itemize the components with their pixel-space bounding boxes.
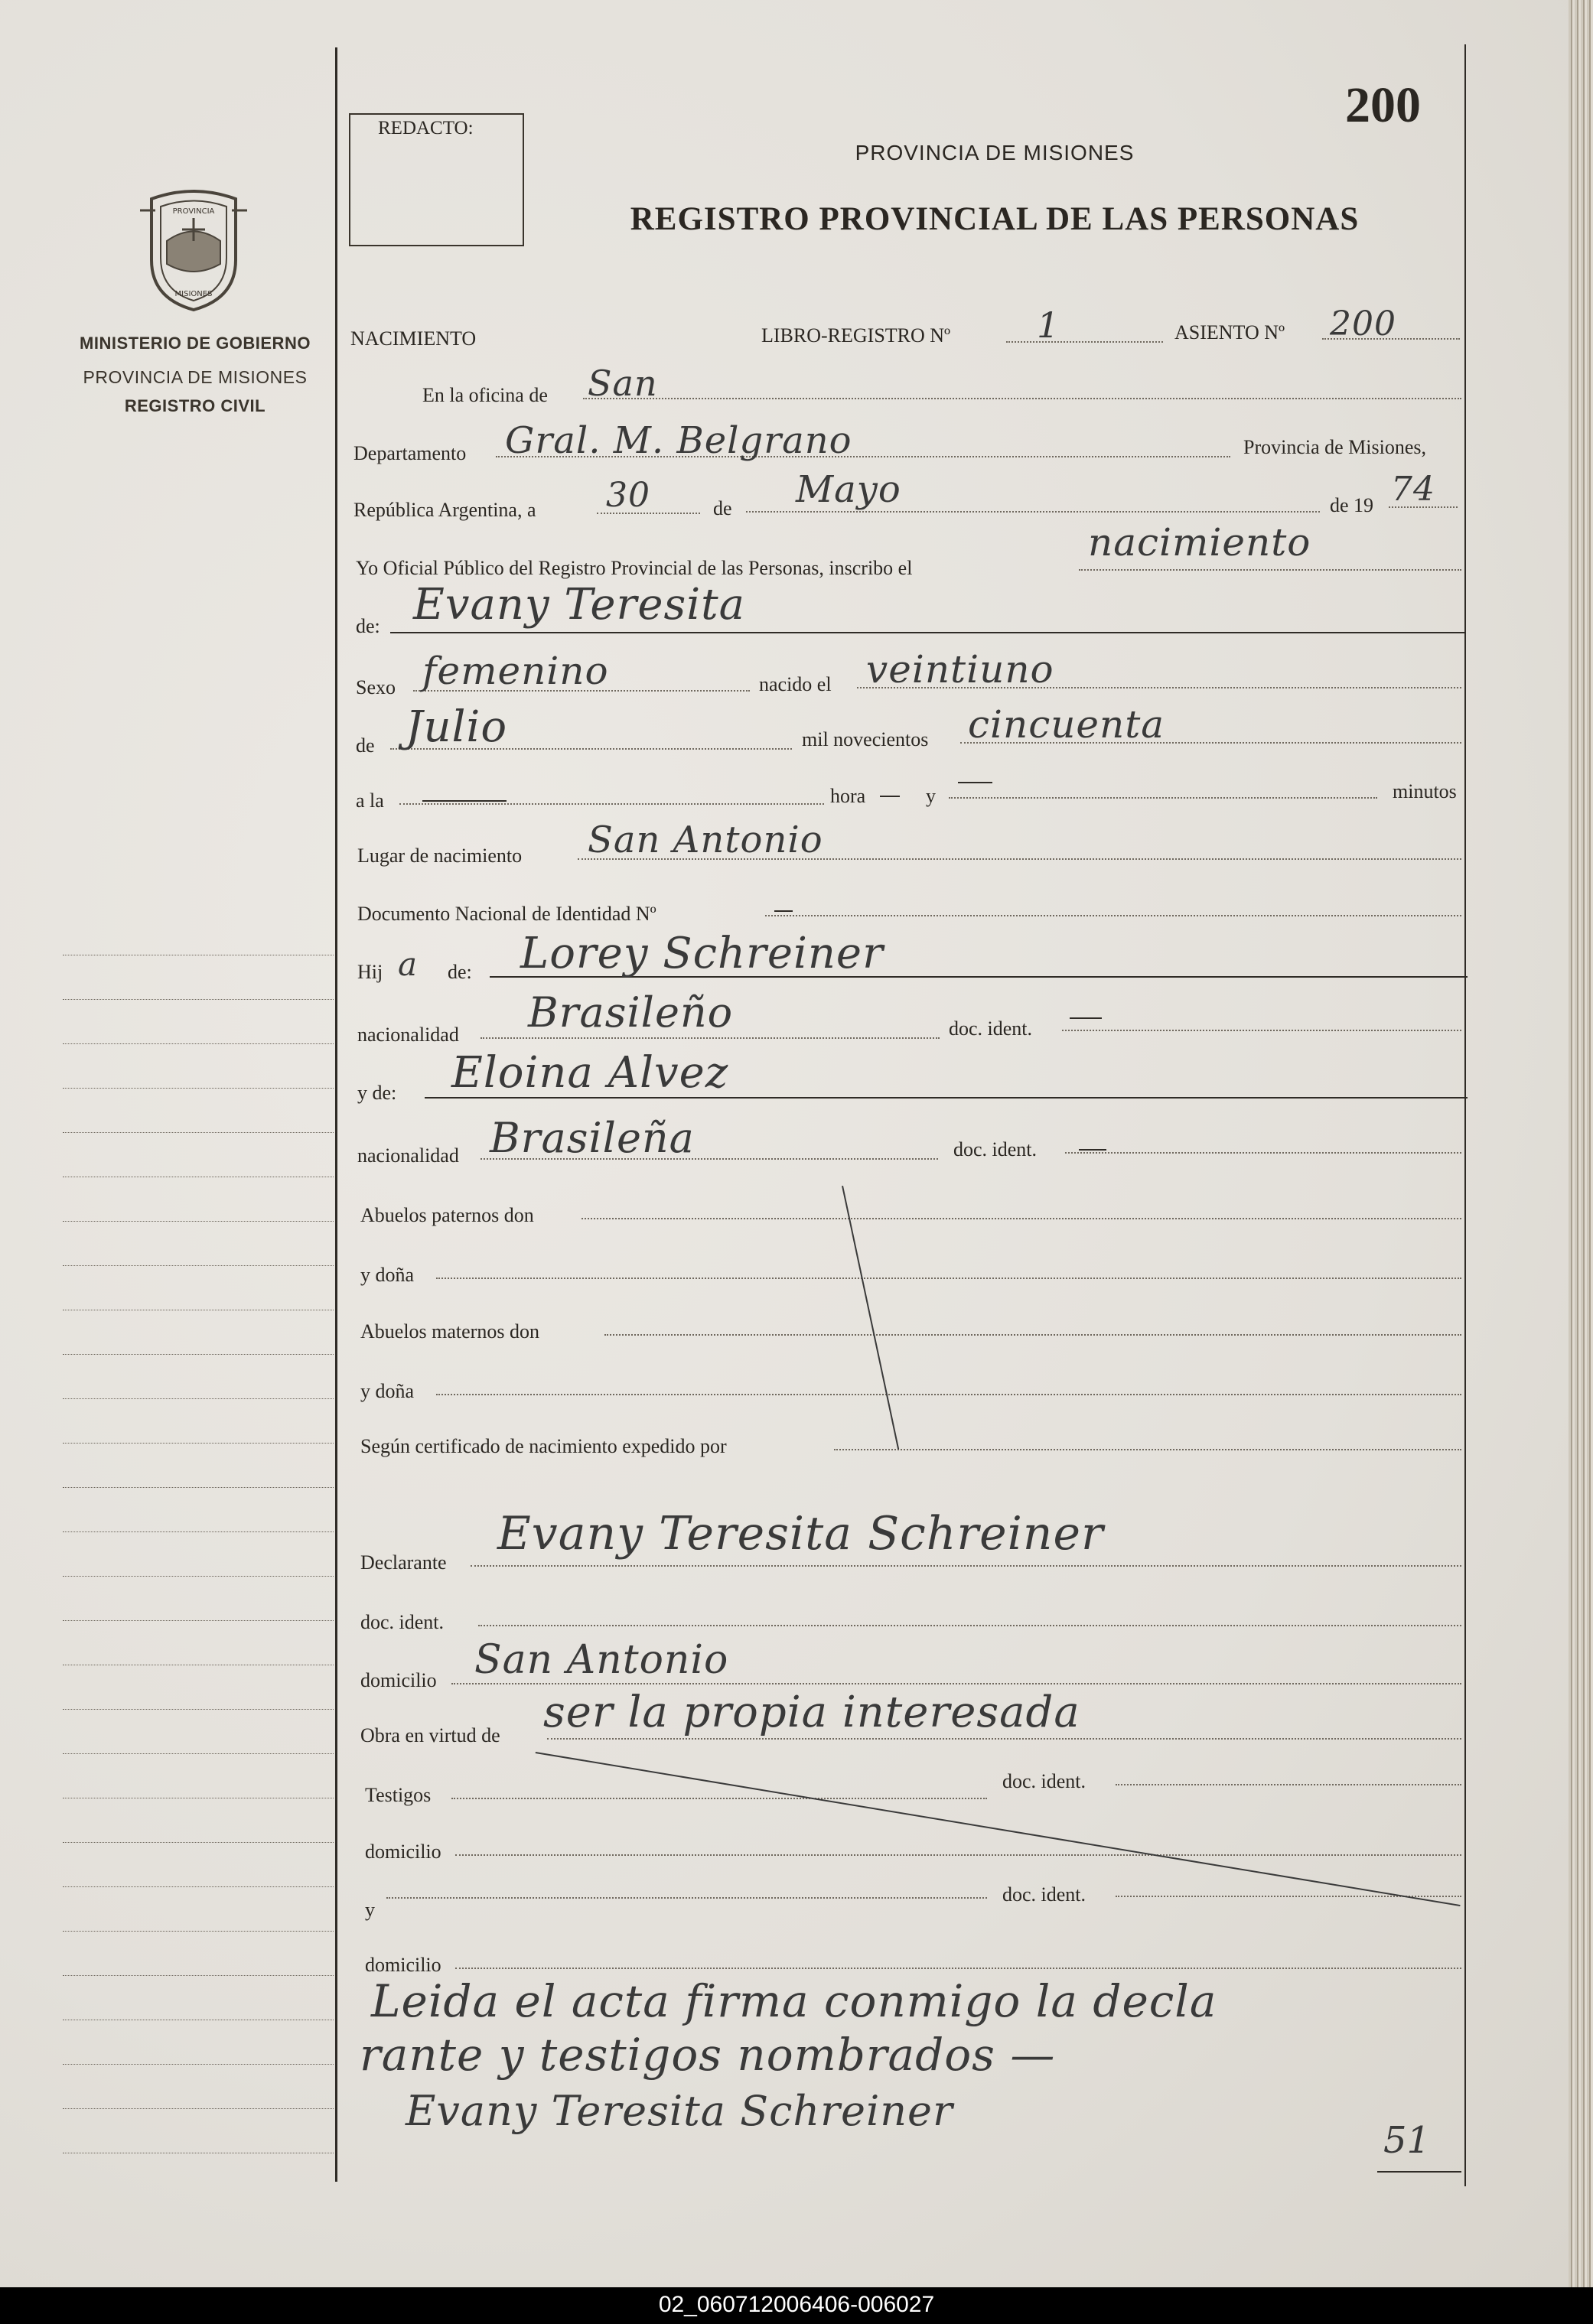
de19-label: de 19: [1330, 494, 1374, 516]
domicilio-line: [451, 1683, 1461, 1684]
libro-line: [1006, 341, 1163, 343]
left-margin-rule: [335, 47, 337, 2182]
abuelos-maternos-label: Abuelos maternos don: [360, 1320, 539, 1343]
abuela-paterna-label: y doña: [360, 1264, 415, 1286]
documento-line: [765, 915, 1461, 916]
sexo-value: femenino: [422, 649, 609, 693]
sidebar-ruled-line: [63, 2064, 334, 2065]
doc-ident-madre-label: doc. ident.: [953, 1138, 1038, 1160]
testigos-cancel-stroke: [536, 1752, 1461, 1906]
abuelos-paternos-label: Abuelos paternos don: [360, 1204, 534, 1226]
testigo1-doc-line: [1116, 1784, 1461, 1785]
mes-nac-label: de: [356, 734, 375, 757]
nacido-dia-value: veintiuno: [866, 647, 1054, 692]
obra-label: Obra en virtud de: [360, 1724, 500, 1746]
testigo1-domicilio-line: [455, 1854, 1461, 1856]
province-label: PROVINCIA DE MISIONES: [83, 367, 308, 387]
minutos-label: minutos: [1393, 780, 1457, 802]
sidebar-ruled-line: [63, 1531, 334, 1532]
documento-label: Documento Nacional de Identidad Nº: [357, 903, 656, 925]
act-type-label: NACIMIENTO: [350, 327, 477, 350]
oficina-label: En la oficina de: [422, 384, 548, 406]
documento-dash: [774, 910, 793, 912]
sidebar-ruled-line: [63, 999, 334, 1000]
inscribo-value: nacimiento: [1088, 520, 1311, 565]
declarante-value: Evany Teresita Schreiner: [497, 1507, 1104, 1561]
testigo2-label: y: [365, 1899, 375, 1921]
departamento-label: Departamento: [353, 442, 467, 464]
asiento-label: ASIENTO Nº: [1174, 321, 1285, 343]
a-la-line: [399, 803, 824, 805]
oficina-value: San: [588, 363, 658, 404]
abuelos-cancel-stroke: [842, 1186, 899, 1450]
nacionalidad-madre-label: nacionalidad: [357, 1144, 459, 1167]
redacto-box: [349, 113, 524, 246]
page-number: 200: [1345, 77, 1421, 133]
nacido-label: nacido el: [759, 673, 832, 695]
lugar-value: San Antonio: [588, 819, 823, 861]
doc-ident-padre-line: [1062, 1030, 1461, 1031]
sidebar-ruled-line: [63, 1620, 334, 1621]
a-la-label: a la: [356, 789, 384, 812]
sidebar-ruled-line: [63, 1265, 334, 1266]
registry-label: REGISTRO CIVIL: [124, 396, 266, 415]
official-mark-line: [1377, 2171, 1461, 2173]
mil-label: mil novecientos: [802, 728, 929, 750]
provincia-label: Provincia de Misiones,: [1243, 436, 1427, 458]
nacionalidad-padre-label: nacionalidad: [357, 1024, 459, 1046]
doc-ident-madre-dash: [1079, 1149, 1106, 1151]
nacionalidad-padre-line: [481, 1037, 940, 1039]
anio-value: 74: [1391, 470, 1435, 509]
asiento-value: 200: [1330, 304, 1396, 343]
segun-label: Según certificado de nacimiento expedido por: [360, 1435, 727, 1457]
sidebar-ruled-line: [63, 1975, 334, 1976]
sidebar-ruled-line: [63, 1132, 334, 1133]
nacido-anio-value: cincuenta: [968, 702, 1165, 747]
sidebar-ruled-line: [63, 1487, 334, 1488]
testigo2-line: [386, 1897, 987, 1899]
declarante-line: [471, 1565, 1461, 1567]
mes-value: Mayo: [796, 468, 901, 511]
sidebar-ruled-line: [63, 1931, 334, 1932]
sidebar-ruled-line: [63, 1842, 334, 1843]
minutos-dash: [958, 782, 992, 783]
nacido-mes-value: Julio: [406, 702, 508, 752]
madre-label: y de:: [357, 1082, 397, 1104]
sidebar-ruled-line: [63, 1886, 334, 1887]
oficina-line: [583, 398, 1461, 399]
inscribo-line: [1079, 569, 1461, 571]
departamento-value: Gral. M. Belgrano: [505, 419, 852, 462]
segun-line: [834, 1449, 1461, 1450]
closing-note-line2: rante y testigos nombrados —: [360, 2029, 1056, 2081]
testigos-label: Testigos: [365, 1784, 432, 1806]
testigo2-domicilio-label: domicilio: [365, 1954, 441, 1976]
dia-value: 30: [606, 476, 650, 515]
doc-ident-padre-dash: [1070, 1017, 1102, 1019]
sidebar-ruled-line: [63, 2108, 334, 2109]
a-la-dash: [422, 800, 507, 802]
obra-line: [547, 1738, 1461, 1740]
mes-line: [746, 511, 1320, 513]
closing-note-line1: Leida el acta firma conmigo la decla: [371, 1975, 1217, 2027]
hora-label: hora: [830, 785, 866, 807]
filename-label: 02_060712006406-006027: [658, 2292, 935, 2317]
nombre-value: Evany Teresita: [413, 580, 745, 630]
book-page-edges: [1569, 0, 1593, 2287]
testigos-line: [451, 1798, 987, 1799]
testigo1-doc-label: doc. ident.: [1002, 1770, 1086, 1792]
declarante-signature: Evany Teresita Schreiner: [406, 2087, 953, 2135]
emblem-top-text: PROVINCIA: [172, 207, 215, 216]
testigo1-domicilio-label: domicilio: [365, 1841, 441, 1863]
testigo2-doc-label: doc. ident.: [1002, 1883, 1086, 1906]
obra-value: ser la propia interesada: [543, 1688, 1080, 1737]
nombre-line: [390, 632, 1465, 633]
madre-value: Eloina Alvez: [451, 1048, 729, 1098]
doc-ident-padre-label: doc. ident.: [949, 1017, 1033, 1040]
sidebar-ruled-line: [63, 1709, 334, 1710]
sidebar-ruled-line: [63, 1398, 334, 1399]
abuelos-paternos-line: [581, 1218, 1461, 1219]
declarante-doc-line: [478, 1625, 1461, 1626]
coat-of-arms-icon: [136, 187, 251, 314]
hora-dash: [880, 796, 900, 797]
nacionalidad-padre-value: Brasileño: [528, 988, 734, 1037]
sidebar-ruled-line: [63, 1221, 334, 1222]
sidebar-ruled-line: [63, 1043, 334, 1044]
padre-value: Lorey Schreiner: [520, 929, 884, 978]
sidebar-ruled-line: [63, 1088, 334, 1089]
libro-value: 1: [1037, 304, 1060, 346]
declarante-doc-label: doc. ident.: [360, 1611, 445, 1633]
registry-title: REGISTRO PROVINCIAL DE LAS PERSONAS: [630, 201, 1360, 237]
sidebar-ruled-line: [63, 1443, 334, 1444]
abuela-materna-label: y doña: [360, 1380, 415, 1402]
right-margin-rule: [1464, 44, 1466, 2186]
padre-label: de:: [448, 961, 472, 983]
y-label: y: [926, 785, 936, 807]
de-label: de: [713, 497, 732, 519]
doc-ident-madre-line: [1065, 1152, 1461, 1154]
minutos-line: [949, 797, 1377, 799]
sidebar-ruled-line: [63, 1576, 334, 1577]
nombre-label: de:: [356, 615, 380, 637]
republica-label: República Argentina, a: [353, 499, 536, 521]
ministry-label: MINISTERIO DE GOBIERNO: [80, 334, 311, 353]
emblem-bottom-text: MISIONES: [174, 290, 213, 298]
yo-oficial-label: Yo Oficial Público del Registro Provincial de las Personas, inscribo el: [356, 557, 913, 579]
sidebar-ruled-line: [63, 1753, 334, 1754]
hij-suffix: a: [398, 946, 419, 983]
redacto-label: REDACTO:: [378, 118, 474, 138]
abuela-paterna-line: [436, 1278, 1461, 1279]
domicilio-label: domicilio: [360, 1669, 437, 1691]
official-mark: 51: [1383, 2119, 1431, 2162]
lugar-label: Lugar de nacimiento: [357, 845, 523, 867]
domicilio-value: San Antonio: [474, 1637, 729, 1683]
testigo2-domicilio-line: [455, 1968, 1461, 1969]
hij-label: Hij: [357, 961, 383, 983]
sexo-label: Sexo: [356, 676, 396, 698]
filename-bar: [0, 2287, 1593, 2324]
sidebar-ruled-line: [63, 1354, 334, 1355]
abuela-materna-line: [436, 1394, 1461, 1395]
libro-label: LIBRO-REGISTRO Nº: [761, 324, 951, 347]
nacionalidad-madre-value: Brasileña: [490, 1114, 695, 1162]
province-heading: PROVINCIA DE MISIONES: [855, 141, 1135, 164]
declarante-label: Declarante: [360, 1551, 447, 1574]
abuelos-maternos-line: [604, 1334, 1461, 1336]
